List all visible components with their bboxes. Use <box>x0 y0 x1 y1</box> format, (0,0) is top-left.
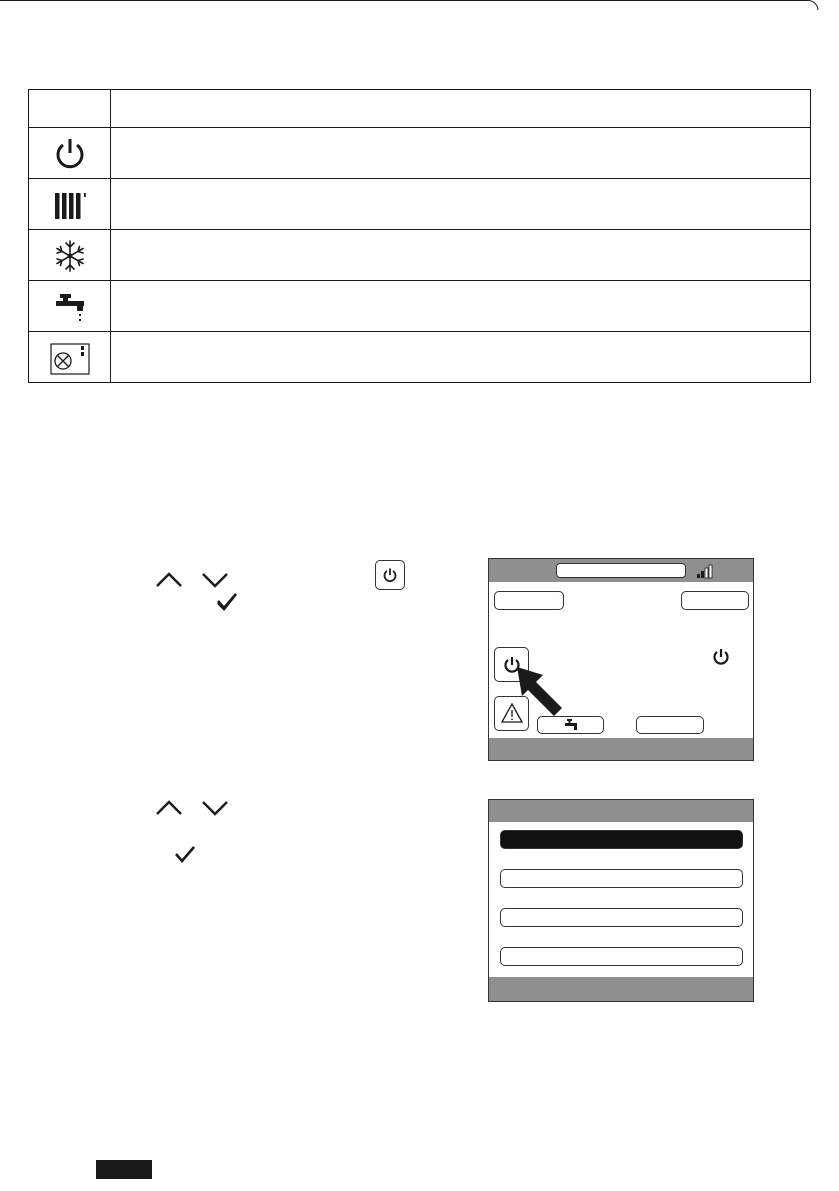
table-cell-text <box>111 128 810 179</box>
chevron-up-icon <box>157 802 181 814</box>
step2-glyphs <box>155 798 235 818</box>
screen-bottom-bar <box>489 738 753 760</box>
mode-option[interactable] <box>500 869 743 888</box>
mode-option[interactable] <box>500 947 743 966</box>
table-header-row <box>29 90 810 127</box>
mode-option[interactable] <box>500 908 743 927</box>
top-rule <box>0 0 839 12</box>
table-row <box>29 127 810 179</box>
chevron-down-icon <box>203 802 227 814</box>
screen-right-top-button[interactable] <box>681 591 749 610</box>
table-row <box>29 331 810 383</box>
tap-icon <box>564 718 580 732</box>
page-number-tab <box>96 1160 152 1179</box>
check-icon <box>216 592 238 612</box>
signal-icon <box>696 563 716 579</box>
table-row <box>29 280 810 332</box>
check-icon <box>174 845 196 865</box>
radiator-icon <box>50 187 90 223</box>
circulator-pump-icon <box>49 339 91 377</box>
tap-icon <box>51 288 89 326</box>
power-icon <box>52 136 88 172</box>
table-cell-icon <box>29 332 110 383</box>
mode-option-selected[interactable] <box>500 830 743 849</box>
display-screen-home <box>488 558 754 761</box>
screen-warning-button[interactable] <box>494 696 529 731</box>
display-screen-mode-menu <box>488 799 754 1002</box>
table-cell-icon <box>29 179 110 230</box>
screen-left-top-button[interactable] <box>494 591 564 610</box>
table-cell-text <box>111 281 810 332</box>
table-cell-icon <box>29 128 110 179</box>
table-row <box>29 178 810 230</box>
table-cell-icon <box>29 281 110 332</box>
screen-top-bar <box>489 800 753 822</box>
table-cell-text <box>111 332 810 383</box>
power-icon <box>711 647 731 667</box>
table-cell-icon <box>29 230 110 281</box>
screen-bottom-bar <box>489 977 753 1001</box>
icon-legend-table <box>28 89 811 383</box>
warning-icon <box>500 702 524 724</box>
header-pill <box>556 563 686 578</box>
screen-right-bottom-button[interactable] <box>636 716 704 734</box>
chevron-up-icon <box>157 574 181 586</box>
screen-dhw-button[interactable] <box>537 716 604 734</box>
snowflake-icon <box>52 238 88 274</box>
table-cell-text <box>111 230 810 281</box>
table-cell-text <box>111 179 810 230</box>
table-row <box>29 229 810 281</box>
power-button-icon <box>375 560 405 590</box>
screen-top-bar <box>489 559 753 582</box>
chevron-down-icon <box>203 574 227 586</box>
